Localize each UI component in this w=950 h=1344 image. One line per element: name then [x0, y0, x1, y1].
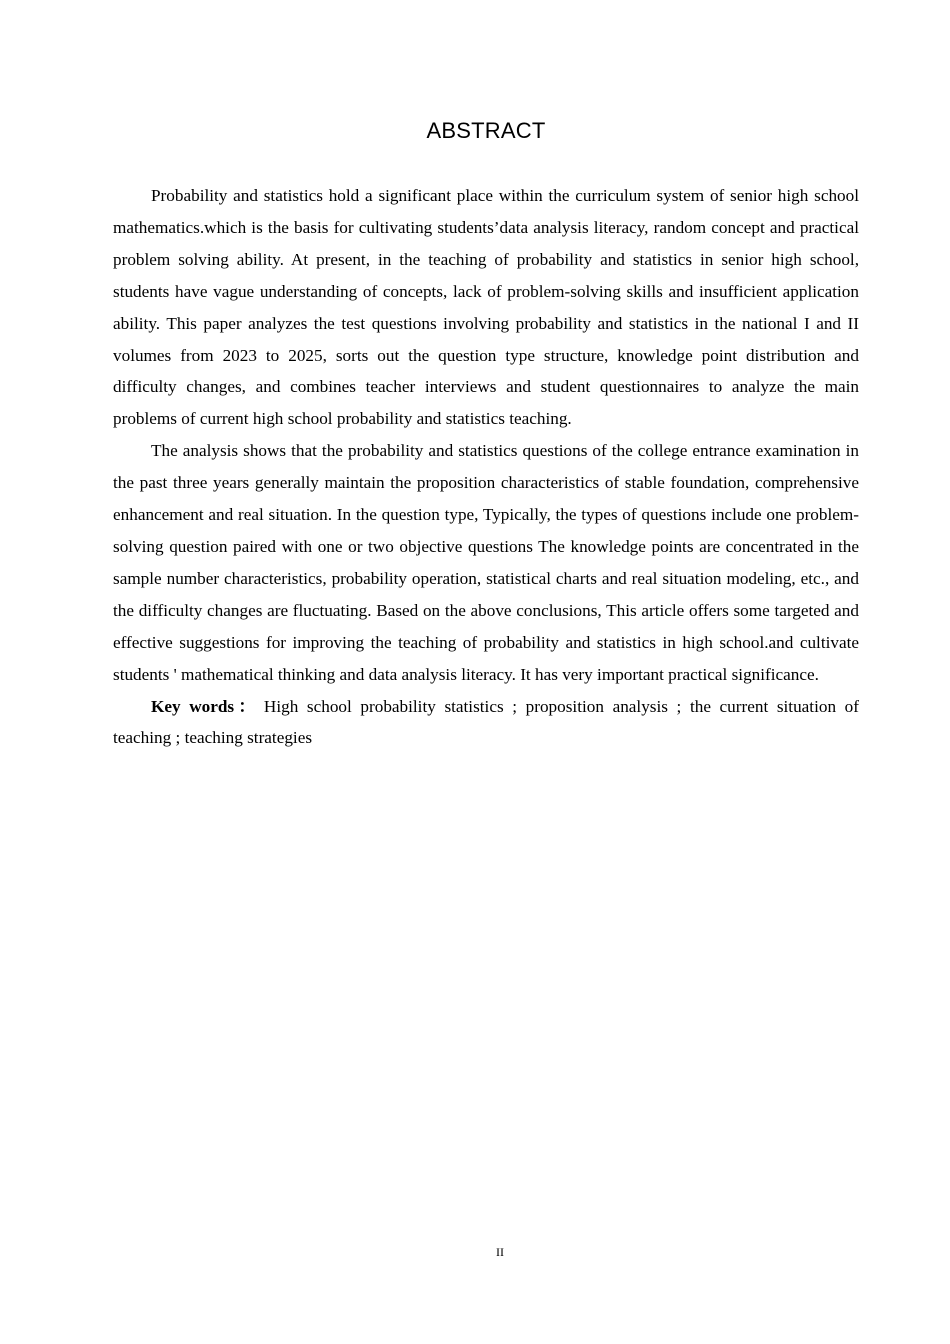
- abstract-paragraph-1: Probability and statistics hold a significant place within the curriculum system of senior high school mathematics.which is the basis for cultivating students’data analysis literacy, random concept and practical problem solving ability. At present, in the teaching of probability and statistics in senior high school, students have vague understanding of concepts, lack of problem-solving skills and insufficient application ability. This paper analyzes the test questions involving probability and statistics in the national I and II volumes from 2023 to 2025, sorts out the question type structure, knowledge point distribution and difficulty changes, and combines teacher interviews and student questionnaires to analyze the main problems of current high school probability and statistics teaching.: [113, 186, 859, 429]
- abstract-body: [113, 180, 859, 754]
- keywords-separator: ：: [234, 696, 260, 716]
- abstract-title: ABSTRACT: [426, 118, 546, 143]
- abstract-paragraph-2: The analysis shows that the probability and statistics questions of the college entrance examination in the past three years generally maintain the proposition characteristics of stable foundation, comprehensive enhancement and real situation. In the question type, Typically, the types of questions include one problem-solving question paired with one or two objective questions The knowledge points are concentrated in the sample number characteristics, probability operation, statistical charts and real situation modeling, etc., and the difficulty changes are fluctuating. Based on the above conclusions, This article offers some targeted and effective suggestions for improving the teaching of probability and statistics in high school.and cultivate students ' mathematical thinking and data analysis literacy. It has very important practical significance.: [113, 441, 859, 684]
- keywords-text: High school probability statistics ; proposition analysis ; the current situation of teaching ; teaching strategies: [113, 696, 859, 748]
- keywords-line: [113, 691, 859, 755]
- keywords-label: Key words: [151, 696, 235, 716]
- page-number: II: [496, 1245, 504, 1259]
